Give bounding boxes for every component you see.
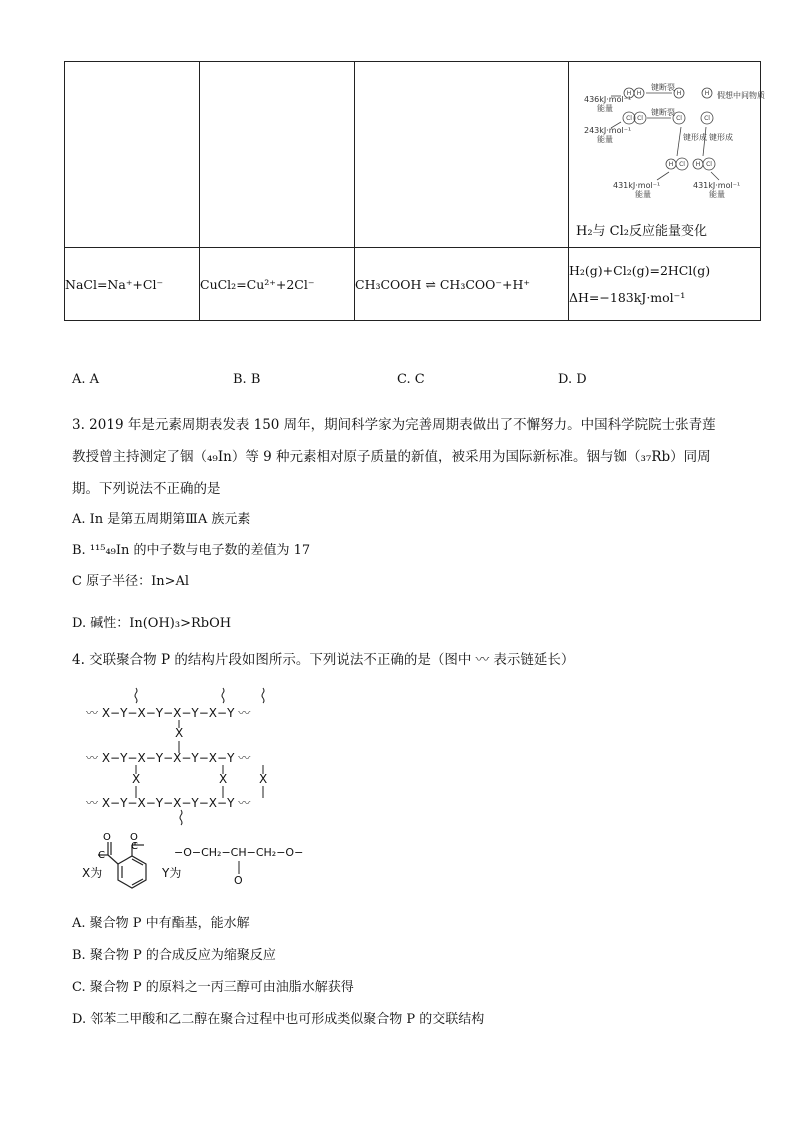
q3-line-1: 3. 2019 年是元素周期表发表 150 周年，期间科学家为完善周期表做出了不懈努力。中国科学院院士张青莲 (72, 417, 716, 433)
svg-text:C: C (98, 850, 105, 861)
svg-text:H: H (668, 161, 674, 168)
q4-option-c: C. 聚合物 P 的原料之一丙三醇可由油脂水解获得 (72, 980, 354, 995)
q4-stem: 4. 交联聚合物 P 的结构片段如图所示。下列说法不正确的是（图中 〰 表示链延长） (72, 652, 575, 668)
crosslink-x-3: X (219, 772, 228, 786)
question-table (64, 61, 765, 321)
svg-text:Cl: Cl (637, 115, 643, 122)
structure-row-1: 〰 X−Y−X−Y−X−Y−X−Y 〰 (86, 706, 251, 720)
q4-option-d: D. 邻苯二甲酸和乙二醇在聚合过程中也可形成类似聚合物 P 的交联结构 (72, 1012, 485, 1027)
q2-option-a: A. A (72, 372, 100, 387)
svg-text:H: H (676, 90, 682, 97)
label-energy-2: 能量 (597, 135, 613, 144)
table-cell-empty-1 (65, 62, 200, 248)
q3-line-2: 教授曾主持测定了铟（₄₉In）等 9 种元素相对原子质量的新值，被采用为国际新标准。铟与铷（₃₇Rb）同周 (72, 449, 711, 465)
crosslink-x-4: X (259, 772, 268, 786)
polymer-structure (82, 686, 316, 896)
svg-text:H: H (704, 90, 710, 97)
label-energy-1: 能量 (597, 104, 613, 113)
table-cell-empty-3 (355, 62, 569, 248)
svg-text:Cl: Cl (676, 115, 682, 122)
q2-option-b: B. B (233, 372, 261, 387)
diagram-caption: H₂与 Cl₂反应能量变化 (576, 224, 707, 239)
hcl-equation: H₂(g)+Cl₂(g)=2HCl(g) (569, 263, 711, 278)
svg-text:C: C (131, 841, 138, 852)
table-cell-cucl2: CuCl₂=Cu²⁺+2Cl⁻ (200, 248, 355, 321)
energy-diagram (569, 80, 765, 220)
y-is-label: Y为 (162, 866, 182, 880)
label-431-a: 431kJ·mol⁻¹ (613, 181, 661, 190)
label-energy-4: 能量 (709, 190, 725, 199)
q4-option-b: B. 聚合物 P 的合成反应为缩聚反应 (72, 948, 276, 963)
y-group-formula: −O−CH₂−CH−CH₂−O− (174, 846, 304, 859)
label-assumed: 假想中间物质 (717, 91, 765, 100)
svg-text:Cl: Cl (626, 115, 632, 122)
label-bond-break-1: 键断裂 (651, 83, 675, 92)
label-bond-form-1: 键形成 (683, 133, 707, 142)
table-cell-ch3cooh: CH₃COOH ⇌ CH₃COO⁻+H⁺ (355, 248, 569, 321)
label-bond-break-2: 键断裂 (651, 108, 675, 117)
x-is-label: X为 (82, 866, 103, 880)
q2-option-d: D. D (558, 372, 587, 387)
table-cell-diagram (569, 62, 765, 248)
crosslink-x-1: X (175, 726, 184, 740)
label-243: 243kJ·mol⁻¹ (584, 126, 632, 135)
label-431-b: 431kJ·mol⁻¹ (693, 181, 741, 190)
q3-line-3: 期。下列说法不正确的是 (72, 481, 221, 497)
label-energy-3: 能量 (635, 190, 651, 199)
q4-option-a: A. 聚合物 P 中有酯基，能水解 (72, 916, 250, 931)
table-cell-nacl: NaCl=Na⁺+Cl⁻ (65, 248, 200, 321)
svg-text:Cl: Cl (706, 161, 712, 168)
y-group-o: O (234, 874, 243, 887)
delta-h: ΔH=−183kJ·mol⁻¹ (569, 290, 686, 305)
svg-text:H: H (636, 90, 642, 97)
label-bond-form-2: 键形成 (709, 133, 733, 142)
label-436: 436kJ·mol⁻¹ (584, 95, 632, 104)
svg-text:O: O (103, 832, 111, 843)
q2-option-c: C. C (397, 372, 425, 387)
q3-option-c: C 原子半径：In>Al (72, 574, 190, 589)
q3-option-b: B. ¹¹⁵₄₉In 的中子数与电子数的差值为 17 (72, 543, 311, 558)
svg-text:H: H (626, 90, 632, 97)
structure-row-2: 〰 X−Y−X−Y−X−Y−X−Y 〰 (86, 751, 251, 765)
svg-text:H: H (695, 161, 701, 168)
q3-option-a: A. In 是第五周期第ⅢA 族元素 (72, 512, 251, 527)
table-cell-empty-2 (200, 62, 355, 248)
svg-text:Cl: Cl (679, 161, 685, 168)
q3-option-d: D. 碱性：In(OH)₃>RbOH (72, 616, 232, 631)
structure-row-3: 〰 X−Y−X−Y−X−Y−X−Y 〰 (86, 796, 251, 810)
crosslink-x-2: X (132, 772, 141, 786)
svg-text:Cl: Cl (704, 115, 710, 122)
svg-text:O: O (130, 832, 138, 843)
table-cell-hcl (569, 248, 761, 321)
y-bond (236, 861, 246, 875)
